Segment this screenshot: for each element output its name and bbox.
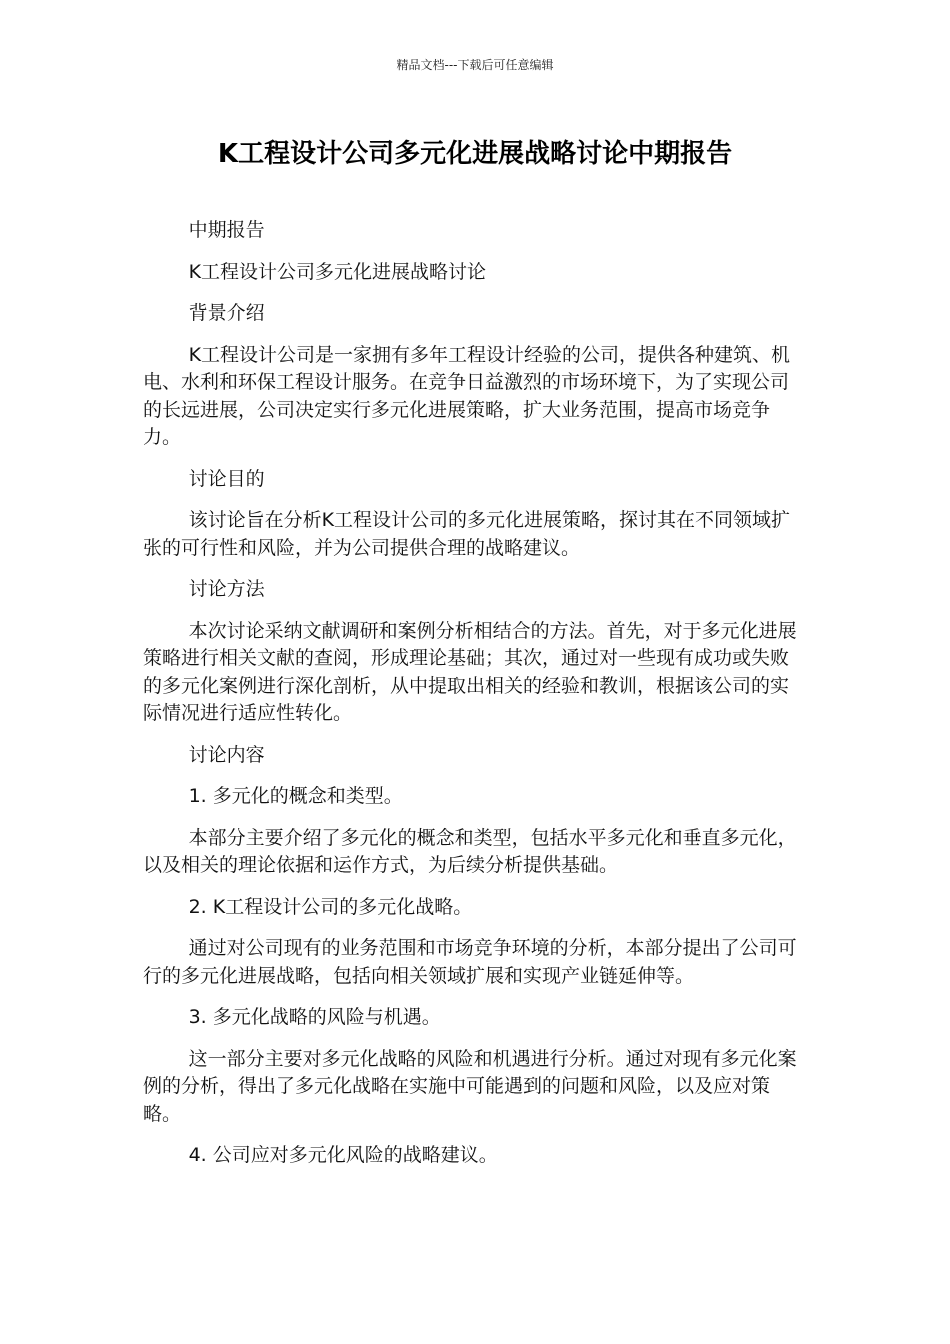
document-body <box>143 217 803 1184</box>
content-item-4-heading: 4. 公司应对多元化风险的战略建议。 <box>188 1144 498 1166</box>
paragraph-report-subject: K工程设计公司多元化进展战略讨论 <box>188 260 487 283</box>
content-item-3-text: 这一部分主要对多元化战略的风险和机遇进行分析。通过对现有多元化案例的分析，得出了多元化战略在实施中可能遇到的问题和风险，以及应对策略。 <box>143 1047 797 1125</box>
content-item-2-text: 通过对公司现有的业务范围和市场竞争环境的分析，本部分提出了公司可行的多元化进展战略，包括向相关领域扩展和实现产业链延伸等。 <box>143 937 797 987</box>
section-heading-content: 讨论内容 <box>188 743 265 766</box>
header-note: 精品文档---下载后可任意编辑 <box>396 58 554 72</box>
paragraph-purpose: 该讨论旨在分析K工程设计公司的多元化进展策略，探讨其在不同领域扩张的可行性和风险，并为公司提供合理的战略建议。 <box>143 509 791 559</box>
paragraph-background: K工程设计公司是一家拥有多年工程设计经验的公司，提供各种建筑、机电、水利和环保工程设计服务。在竞争日益激烈的市场环境下，为了实现公司的长远进展，公司决定实行多元化进展策略，扩大业务范围，提高市场竞争力。 <box>143 343 791 448</box>
document-title: K工程设计公司多元化进展战略讨论中期报告 <box>217 139 733 169</box>
content-item-2-heading: 2. K工程设计公司的多元化战略。 <box>188 895 473 918</box>
content-item-1-heading: 1. 多元化的概念和类型。 <box>188 785 403 807</box>
section-heading-background: 背景介绍 <box>188 302 265 324</box>
paragraph-report-label: 中期报告 <box>188 219 265 241</box>
paragraph-method: 本次讨论采纳文献调研和案例分析相结合的方法。首先，对于多元化进展策略进行相关文献的查阅，形成理论基础；其次，通过对一些现有成功或失败的多元化案例进行深化剖析，从中提取出相关的经验和教训，根据该公司的实际情况进行适应性转化。 <box>143 619 797 724</box>
section-heading-purpose: 讨论目的 <box>188 467 265 490</box>
content-item-3-heading: 3. 多元化战略的风险与机遇。 <box>188 1006 441 1028</box>
content-item-1-text: 本部分主要介绍了多元化的概念和类型，包括水平多元化和垂直多元化，以及相关的理论依据和运作方式，为后续分析提供基础。 <box>143 826 797 876</box>
section-heading-method: 讨论方法 <box>188 578 265 600</box>
